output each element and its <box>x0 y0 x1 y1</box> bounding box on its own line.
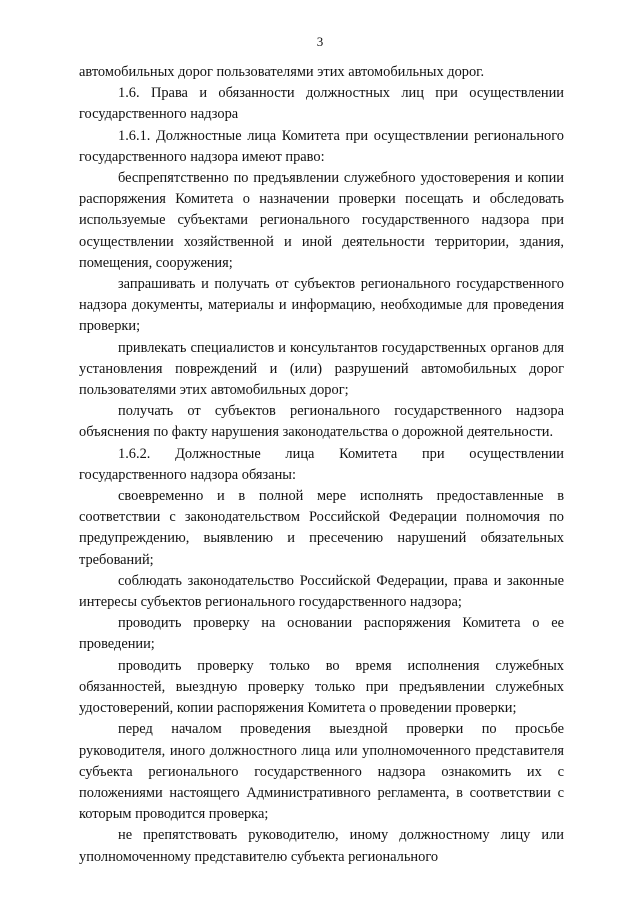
list-item: не препятствовать руководителю, иному должностному лицу или уполномоченному представителю субъекта регионального <box>79 827 564 865</box>
list-item: беспрепятственно по предъявлении служебного удостоверения и копии распоряжения Комитета о назначении проверки посещать и обследовать используемые субъектами регионального государственного надзора при осуществлении хозяйственной и иной деятельности территории, здания, помещения, сооружения; <box>79 170 564 271</box>
list-item: проводить проверку только во время исполнения служебных обязанностей, выездную проверку только при предъявлении служебных удостоверений, копии распоряжения Комитета о проведении проверки; <box>79 657 564 717</box>
paragraph-continuation: автомобильных дорог пользователями этих автомобильных дорог. <box>79 64 485 80</box>
list-item: соблюдать законодательство Российской Федерации, права и законные интересы субъектов регионального государственного надзора; <box>79 572 564 611</box>
document-body <box>79 62 564 868</box>
list-item: привлекать специалистов и консультантов государственных органов для установления повреждений и (или) разрушений автомобильных дорог пользователями этих автомобильных дорог; <box>79 339 564 399</box>
subsection-1-6-1: 1.6.1. Должностные лица Комитета при осуществлении регионального государственного надзора имеют право: <box>79 127 564 165</box>
list-item: своевременно и в полной мере исполнять предоставленные в соответствии с законодательством Российской Федерации полномочия по предупреждению, выявлению и пресечению нарушений обязательных требований; <box>79 488 564 568</box>
page-number: 3 <box>316 34 324 49</box>
list-item: перед началом проведения выездной проверки по просьбе руководителя, иного должностного лица или уполномоченного представителя субъекта регионального государственного надзора ознакомить их с положениями настоящего Административного регламента, в соответствии с которым проводится проверка; <box>79 721 564 823</box>
subsection-1-6-2: 1.6.2. Должностные лица Комитета при осуществлении государственного надзора обязаны: <box>79 445 564 483</box>
list-item: запрашивать и получать от субъектов регионального государственного надзора документы, материалы и информацию, необходимые для проведения проверки; <box>79 276 564 335</box>
section-heading-1-6: 1.6. Права и обязанности должностных лиц при осуществлении государственного надзора <box>79 85 564 123</box>
list-item: проводить проверку на основании распоряжения Комитета о ее проведении; <box>79 615 564 653</box>
list-item: получать от субъектов регионального государственного надзора объяснения по факту нарушения законодательства о дорожной деятельности. <box>79 403 564 441</box>
